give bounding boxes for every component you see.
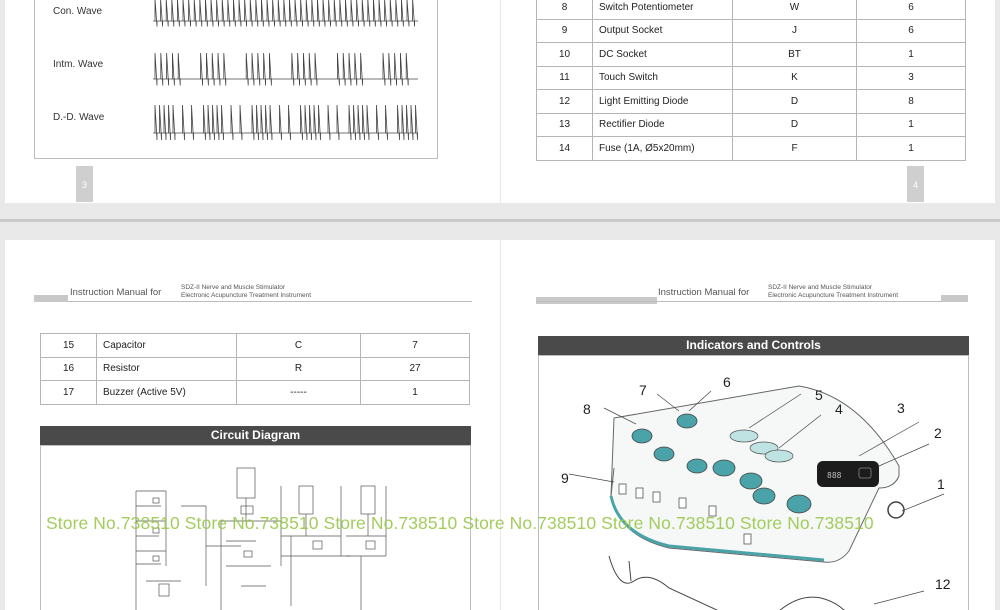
wave-pulse — [379, 0, 381, 27]
part-number: 14 — [537, 137, 593, 161]
part-number: 11 — [537, 66, 593, 90]
wave-pulse — [377, 105, 379, 140]
header-rule — [536, 301, 942, 302]
wave-pulse — [368, 0, 370, 27]
part-symbol: J — [733, 19, 857, 43]
wave-pulse — [349, 53, 351, 86]
part-quantity: 1 — [857, 137, 966, 161]
wave-pulse — [270, 105, 272, 140]
part-number: 12 — [537, 90, 593, 114]
header-rule — [68, 301, 472, 302]
wave-pulse — [273, 0, 275, 27]
parts-row — [41, 357, 470, 381]
wave-pulse — [231, 105, 233, 140]
page-separator — [0, 219, 1000, 222]
wave-pulse — [172, 0, 174, 27]
header-bar-right — [941, 295, 968, 302]
wave-label-dense-disperse: D.-D. Wave — [53, 112, 105, 123]
wave-pulse — [192, 105, 194, 140]
wave-pulse — [206, 53, 208, 86]
parts-row — [537, 66, 966, 90]
wave-pulse — [315, 53, 317, 86]
part-number: 9 — [537, 19, 593, 43]
wave-pulse — [204, 105, 206, 140]
parts-row — [537, 43, 966, 67]
wave-pulse — [178, 53, 180, 86]
wave-pulse — [317, 0, 319, 27]
part-symbol: K — [733, 66, 857, 90]
parts-row — [537, 137, 966, 161]
callout-3: 3 — [897, 400, 905, 416]
wave-pulse — [343, 53, 345, 86]
callout-6: 6 — [723, 374, 731, 390]
wave-pulse — [269, 53, 271, 86]
callout-7: 7 — [639, 382, 647, 398]
wave-pulse — [278, 0, 280, 27]
part-name: Rectifier Diode — [593, 113, 733, 137]
wave-pulse — [416, 105, 418, 140]
callout-1: 1 — [937, 476, 945, 492]
wave-pulse — [337, 53, 339, 86]
wave-pulse — [303, 53, 305, 86]
wave-pulse — [183, 105, 185, 140]
wave-pulse — [301, 105, 303, 140]
manual-page-4 — [501, 0, 995, 203]
wave-pulse — [309, 53, 311, 86]
part-quantity: 1 — [857, 43, 966, 67]
part-quantity: 1 — [857, 113, 966, 137]
wave-pulse — [354, 105, 356, 140]
wave-pulse — [413, 0, 415, 27]
wave-pulse — [261, 0, 263, 27]
wave-pulse — [222, 105, 224, 140]
header-product: SDZ-II Nerve and Muscle Stimulator Electronic Acupuncture Treatment Instrument — [768, 284, 899, 299]
wave-pulse — [351, 0, 353, 27]
wave-pulse — [155, 53, 157, 86]
part-number: 17 — [41, 381, 97, 405]
wave-pulse — [367, 105, 369, 140]
part-symbol: R — [237, 357, 361, 381]
part-name: Touch Switch — [593, 66, 733, 90]
wave-pulse — [289, 105, 291, 140]
callout-9: 9 — [561, 470, 569, 486]
wave-pulse — [173, 105, 175, 140]
wave-pulse — [319, 105, 321, 140]
part-symbol: BT — [733, 43, 857, 67]
wave-pulse — [385, 0, 387, 27]
part-symbol: D — [733, 90, 857, 114]
wave-pulse — [245, 0, 247, 27]
wave-pulse — [261, 105, 263, 140]
wave-pulse — [400, 53, 402, 86]
wave-pulse — [252, 53, 254, 86]
page-number: 4 — [907, 166, 924, 202]
waveform-figure — [34, 0, 438, 159]
wave-pulse — [164, 105, 166, 140]
wave-label-intermittent: Intm. Wave — [53, 59, 104, 70]
parts-table — [40, 333, 470, 405]
wave-pulse — [305, 105, 307, 140]
callout-2: 2 — [934, 425, 942, 441]
wave-pulse — [213, 105, 215, 140]
wave-pulse — [401, 0, 403, 27]
wave-pulse — [160, 105, 162, 140]
header-bar — [34, 295, 68, 302]
header-label: Instruction Manual for — [70, 287, 162, 298]
wave-pulse — [224, 53, 226, 86]
wave-pulse — [312, 0, 314, 27]
wave-pulse — [155, 105, 157, 140]
wave-pulse — [212, 53, 214, 86]
wave-pulse — [329, 0, 331, 27]
callout-12: 12 — [935, 576, 951, 592]
part-name: Capacitor — [97, 334, 237, 358]
part-symbol: ----- — [237, 381, 361, 405]
wave-pulse — [205, 0, 207, 27]
wave-pulse — [355, 53, 357, 86]
wave-pulse — [389, 53, 391, 86]
part-number: 13 — [537, 113, 593, 137]
wave-pulse — [222, 0, 224, 27]
wave-pulse — [301, 0, 303, 27]
part-name: DC Socket — [593, 43, 733, 67]
part-symbol: F — [733, 137, 857, 161]
wave-pulse — [407, 105, 409, 140]
wave-pulse — [177, 0, 179, 27]
parts-row — [537, 19, 966, 43]
wave-pulse — [407, 0, 409, 27]
wave-pulse — [264, 53, 266, 86]
part-quantity: 1 — [361, 381, 470, 405]
callout-4: 4 — [835, 401, 843, 417]
part-symbol: D — [733, 113, 857, 137]
part-name: Switch Potentiometer — [593, 0, 733, 19]
part-name: Light Emitting Diode — [593, 90, 733, 114]
wave-pulse — [257, 105, 259, 140]
wave-pulse — [314, 105, 316, 140]
wave-pulse — [411, 105, 413, 140]
wave-pulse — [358, 105, 360, 140]
wave-pulse — [396, 0, 398, 27]
wave-pulse — [295, 0, 297, 27]
wave-pulse — [172, 53, 174, 86]
part-name: Output Socket — [593, 19, 733, 43]
continuous-waveform — [153, 0, 418, 27]
part-quantity: 8 — [857, 90, 966, 114]
part-name: Resistor — [97, 357, 237, 381]
wave-pulse — [292, 53, 294, 86]
wave-pulse — [167, 53, 169, 86]
wave-pulse — [252, 105, 254, 140]
part-number: 8 — [537, 0, 593, 19]
wave-pulse — [217, 0, 219, 27]
page-number: 3 — [76, 166, 93, 202]
device-display: 888 — [827, 471, 842, 480]
part-number: 15 — [41, 334, 97, 358]
wave-pulse — [208, 105, 210, 140]
parts-row — [537, 0, 966, 19]
wave-pulse — [289, 0, 291, 27]
wave-pulse — [228, 0, 230, 27]
parts-row — [537, 90, 966, 114]
section-title-bar: Circuit Diagram — [40, 426, 471, 445]
wave-pulse — [345, 0, 347, 27]
header-label: Instruction Manual for — [658, 287, 750, 298]
part-quantity: 27 — [361, 357, 470, 381]
wave-pulse — [337, 105, 339, 140]
wave-pulse — [280, 105, 282, 140]
wave-pulse — [266, 105, 268, 140]
wave-pulse — [349, 105, 351, 140]
wave-label-continuous: Con. Wave — [53, 6, 103, 17]
wave-pulse — [362, 0, 364, 27]
callout-5: 5 — [815, 387, 823, 403]
wave-pulse — [334, 0, 336, 27]
wave-pulse — [169, 105, 171, 140]
header-product: SDZ-II Nerve and Muscle Stimulator Electronic Acupuncture Treatment Instrument — [181, 284, 312, 299]
part-quantity: 3 — [857, 66, 966, 90]
wave-pulse — [161, 53, 163, 86]
wave-pulse — [161, 0, 163, 27]
part-symbol: C — [237, 334, 361, 358]
manual-page-6 — [501, 240, 995, 610]
wave-pulse — [256, 0, 258, 27]
part-name: Buzzer (Active 5V) — [97, 381, 237, 405]
callout-8: 8 — [583, 401, 591, 417]
wave-pulse — [357, 0, 359, 27]
wave-pulse — [395, 53, 397, 86]
parts-row — [41, 334, 470, 358]
wave-pulse — [267, 0, 269, 27]
intermittent-waveform — [153, 53, 418, 86]
part-number: 10 — [537, 43, 593, 67]
wave-pulse — [390, 0, 392, 27]
part-quantity: 6 — [857, 19, 966, 43]
wave-pulse — [200, 0, 202, 27]
store-watermark: Store No.738510 Store No.738510 Store No.738510 Store No.738510 Store No.738510 Store No.738510 — [46, 513, 874, 533]
wave-pulse — [258, 53, 260, 86]
wave-pulse — [373, 0, 375, 27]
manual-page-3 — [5, 0, 500, 203]
part-symbol: W — [733, 0, 857, 19]
wave-pulse — [306, 0, 308, 27]
wave-pulse — [194, 0, 196, 27]
wave-pulse — [239, 0, 241, 27]
wave-pulse — [402, 105, 404, 140]
part-name: Fuse (1A, Ø5x20mm) — [593, 137, 733, 161]
wave-pulse — [298, 53, 300, 86]
wave-pulse — [155, 0, 157, 27]
part-quantity: 7 — [361, 334, 470, 358]
wave-pulse — [233, 0, 235, 27]
wave-pulse — [328, 105, 330, 140]
parts-row — [537, 113, 966, 137]
part-number: 16 — [41, 357, 97, 381]
part-quantity: 6 — [857, 0, 966, 19]
wave-pulse — [323, 0, 325, 27]
wave-pulse — [398, 105, 400, 140]
wave-pulse — [386, 105, 388, 140]
wave-pulse — [240, 105, 242, 140]
wave-pulse — [284, 0, 286, 27]
wave-pulse — [361, 53, 363, 86]
wave-pulse — [218, 53, 220, 86]
section-title-bar: Indicators and Controls — [538, 336, 969, 355]
wave-pulse — [217, 105, 219, 140]
device-illustration-frame — [538, 355, 969, 610]
wave-pulse — [201, 53, 203, 86]
parts-table — [536, 0, 966, 161]
wave-pulse — [310, 105, 312, 140]
wave-pulse — [406, 53, 408, 86]
wave-pulse — [383, 53, 385, 86]
dense-disperse-waveform — [153, 105, 418, 140]
wave-pulse — [189, 0, 191, 27]
wave-pulse — [183, 0, 185, 27]
parts-row — [41, 381, 470, 405]
wave-pulse — [211, 0, 213, 27]
device-illustration — [539, 356, 970, 610]
wave-pulse — [363, 105, 365, 140]
waveform-plots — [123, 0, 423, 149]
wave-pulse — [340, 0, 342, 27]
wave-pulse — [166, 0, 168, 27]
wave-pulse — [250, 0, 252, 27]
wave-pulse — [246, 53, 248, 86]
manual-page-5 — [5, 240, 500, 610]
